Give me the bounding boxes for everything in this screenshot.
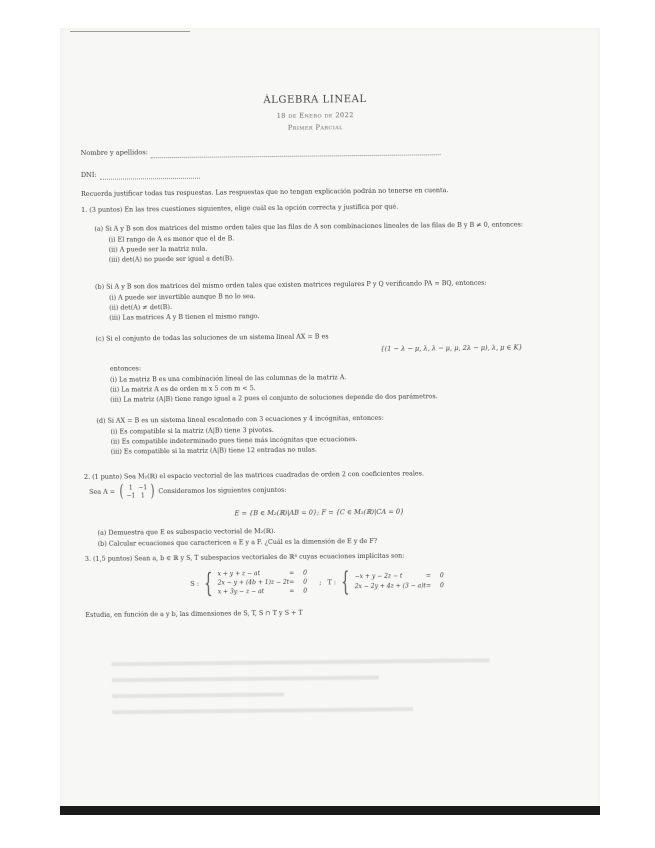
scan-bottom-edge (60, 806, 600, 815)
matrix-followup: Consideramos los siguientes conjuntos: (158, 486, 287, 496)
option: (i) A puede ser invertible aunque B no lo sea. (109, 291, 256, 302)
dni-field-row (81, 166, 551, 180)
equals-sign: = (289, 588, 295, 596)
equation-systems (85, 567, 555, 599)
matrix-a (118, 481, 155, 503)
dni-label: DNI: (80, 170, 97, 179)
question-1 (81, 201, 554, 457)
question-3-closing: Estudia, en función de a y b, las dimensiones de S, T, S ∩ T y S + T (85, 608, 303, 619)
question-1c-options (110, 371, 553, 405)
option: (ii) Es compatible indeterminado pues tiene más incógnitas que ecuaciones. (110, 434, 358, 446)
equation-rhs: 0 (439, 581, 444, 589)
instructions-note: Recuerda justificar todas tus respuestas. Las respuestas que no tengan explicación podrán no tenerse en cuenta. (80, 186, 449, 198)
equation-rhs: 0 (303, 578, 308, 586)
option: (i) El rango de A es menor que el de B. (108, 234, 235, 244)
option: (ii) La matriz A es de orden m x 5 con m < 5. (110, 383, 256, 394)
option: (iii) Es compatible si la matriz (A|B) tiene 12 entradas no nulas. (110, 445, 317, 456)
equals-sign: = (425, 572, 431, 580)
matrix-entries (125, 485, 149, 500)
left-paren: ( (119, 482, 124, 503)
question-2 (84, 468, 555, 549)
system-t (355, 572, 450, 591)
question-1c-text: (c) Si el conjunto de todas las soluciones de un sistema lineal AX = B es (95, 331, 329, 343)
name-field[interactable] (151, 148, 441, 158)
option: (ii) A puede ser la matriz nula. (108, 244, 208, 254)
solution-set: {(1 − λ − μ, λ, λ − μ, μ, 2λ − μ), λ, μ ∈ K} (380, 342, 523, 353)
question-1d-text: (d) Si AX = B es un sistema lineal escalonado con 3 ecuaciones y 4 incógnitas, entonces: (96, 413, 384, 425)
name-label: Nombre y apellidos: (80, 148, 149, 158)
matrix-entry: −1 (138, 484, 148, 492)
option: (i) La matriz B es una combinación lineal de las columnas de la matriz A. (109, 372, 347, 384)
question-2b: (b) Calcular ecuaciones que caractericen a E y a F. ¿Cuál es la dimensión de E y de F? (97, 536, 378, 548)
option: (iii) La matriz (A|B) tiene rango igual a 2 pues el conjunto de soluciones depende de dos parámetros. (110, 391, 438, 404)
matrix-entry: 1 (128, 484, 133, 492)
equation-lhs: x + 3y − z − at (217, 588, 265, 596)
system-s-label: S : (190, 579, 200, 588)
then-label: entonces: (109, 364, 142, 373)
equation-lhs: x + y + z − at (217, 569, 261, 578)
exam-name: Primer Parcial (287, 123, 343, 133)
question-1-heading: 1. (3 puntos) En las tres cuestiones siguientes, elige cuál es la opción correcta y justifica por qué. (81, 202, 399, 214)
exam-header (80, 91, 550, 135)
exam-title: ÁLGEBRA LINEAL (263, 93, 367, 107)
equals-sign: = (425, 582, 432, 590)
question-1c (95, 330, 553, 405)
question-1a (94, 220, 551, 265)
equals-sign: = (289, 578, 295, 586)
matrix-entry: 1 (140, 492, 145, 500)
system-t-label: T : (327, 577, 337, 586)
matrix-intro: Sea A = (89, 488, 116, 497)
equation-rhs: 0 (439, 572, 444, 580)
left-brace: { (204, 568, 213, 599)
option: (iii) Las matrices A y B tienen el mismo rango. (109, 311, 260, 322)
question-1a-text: (a) Si A y B son dos matrices del mismo orden tales que las filas de A son combinaciones lineales de las filas de B y B ≠ 0, entonces: (94, 220, 523, 233)
sheet-top-edge (70, 31, 190, 32)
question-1a-options (108, 231, 551, 265)
matrix-definition (89, 480, 554, 502)
question-1b-text: (b) Si A y B son dos matrices del mismo orden tales que existen matrices regulares P y Q verificando PA = BQ, entonces: (94, 278, 487, 291)
system-s (218, 569, 314, 597)
bleed-through-text (112, 658, 543, 726)
option: (ii) det(A) ≠ det(B). (109, 302, 172, 312)
system-separator: ; (319, 578, 322, 587)
matrix-entry: −1 (126, 492, 136, 500)
right-paren: ) (150, 481, 155, 502)
question-2a: (a) Demuestra que E es subespacio vectorial de M₂(ℝ). (97, 526, 276, 537)
question-1b (95, 278, 552, 323)
sets-definition: E = {B ∈ M₂(ℝ)|AB = 0}; F = {C ∈ M₂(ℝ)|CA = 0} (234, 508, 405, 518)
question-3-heading: 3. (1,5 puntos) Sean a, b ∈ ℝ y S, T subespacios vectoriales de ℝ⁴ cuyas ecuaciones implícitas son: (84, 551, 405, 563)
equals-sign: = (289, 569, 295, 577)
equation-lhs: 2x − 2y + 4z + (3 − a)t (354, 582, 427, 590)
equation-lhs: −x + y − 2z − t (354, 572, 403, 581)
question-2-heading: 2. (1 punto) Sea M₂(ℝ) el espacio vectorial de las matrices cuadradas de orden 2 con coeficientes reales. (83, 468, 425, 481)
exam-date: 18 de Enero de 2022 (276, 111, 354, 120)
equation-rhs: 0 (303, 588, 308, 596)
question-3 (85, 550, 556, 620)
question-1d-options (110, 423, 553, 457)
equation-rhs: 0 (303, 569, 307, 577)
dni-field[interactable] (100, 172, 200, 180)
equation-lhs: 2x − y + (4b + 1)z − 2t (217, 578, 290, 587)
option: (iii) det(A) no puede ser igual a det(B). (108, 254, 235, 264)
exam-content (80, 91, 555, 620)
option: (i) Es compatible si la matriz (A|B) tiene 3 pivotes. (110, 425, 274, 436)
question-1d (96, 412, 553, 457)
question-1b-options (109, 289, 552, 323)
left-brace: { (341, 567, 350, 598)
name-field-row (81, 145, 551, 159)
